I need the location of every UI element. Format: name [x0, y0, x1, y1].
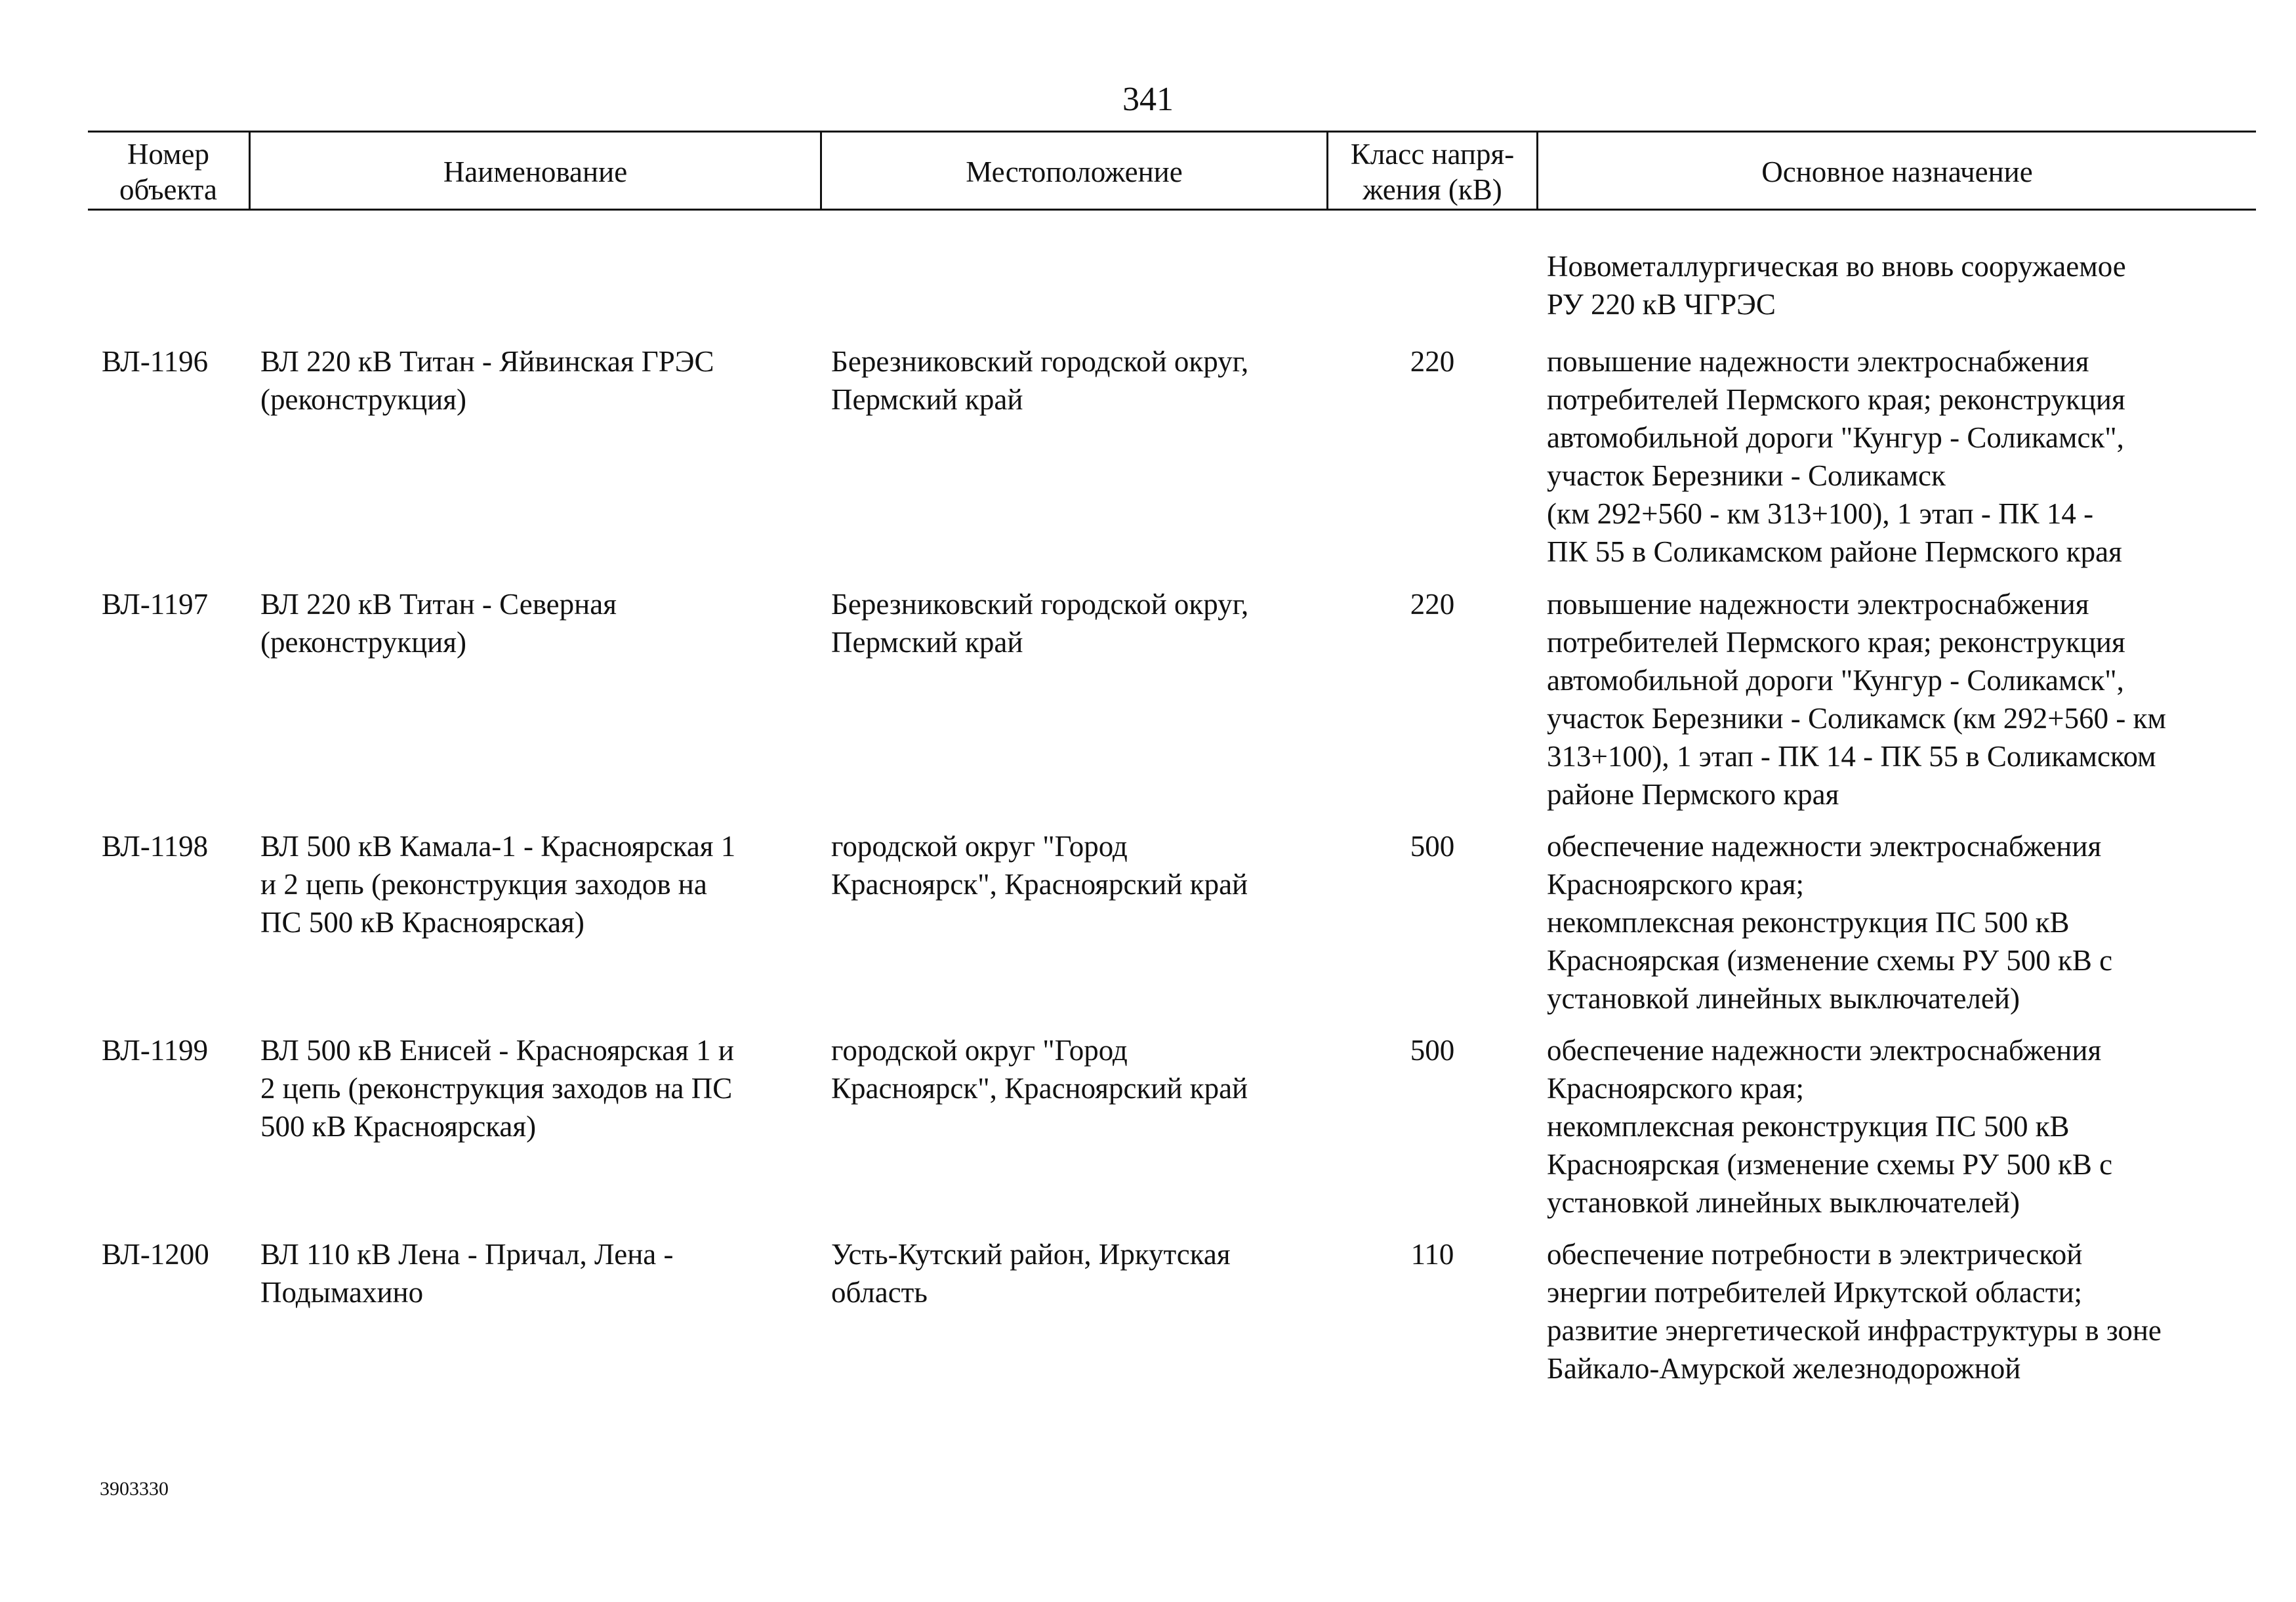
header-name: Наименование: [443, 155, 628, 188]
object-purpose: обеспечение надежности электроснабжения Красноярского края; некомплексная реконструкция ПС 500 кВ Красноярская (изменение схемы РУ 500 кВ с установкой линейных выключателей): [1547, 1034, 2113, 1219]
voltage-class: 220: [1410, 588, 1455, 621]
object-name: ВЛ 220 кВ Титан - Северная (реконструкция): [260, 588, 617, 659]
object-number: ВЛ-1197: [102, 588, 209, 621]
page-number: 341: [1122, 81, 1174, 118]
object-name: ВЛ 220 кВ Титан - Яйвинская ГРЭС (реконструкция): [260, 345, 714, 416]
header-voltage-class: Класс напря- жения (кВ): [1350, 137, 1515, 206]
object-name: ВЛ 500 кВ Камала-1 - Красноярская 1 и 2 цепь (реконструкция заходов на ПС 500 кВ Красноярская): [260, 830, 736, 939]
object-location: городской округ "Город Красноярск", Красноярский край: [831, 1034, 1248, 1105]
object-location: Березниковский городской округ, Пермский край: [831, 588, 1249, 659]
object-purpose: повышение надежности электроснабжения потребителей Пермского края; реконструкция автомобильной дороги "Кунгур - Соликамск", участок Березники - Соликамск (км 292+560 - км 313+100), 1 этап - ПК 14 - ПК 55 в Соликамском районе Пермского края: [1547, 588, 2166, 811]
header-object-number: Номер объекта: [119, 137, 217, 206]
continuation-purpose: Новометаллургическая во вновь сооружаемое РУ 220 кВ ЧГРЭС: [1547, 250, 2126, 321]
object-purpose: обеспечение потребности в электрической энергии потребителей Иркутской области; развитие энергетической инфраструктуры в зоне Байкало-Амурской железнодорожной: [1547, 1238, 2162, 1385]
object-purpose: обеспечение надежности электроснабжения Красноярского края; некомплексная реконструкция ПС 500 кВ Красноярская (изменение схемы РУ 500 кВ с установкой линейных выключателей): [1547, 830, 2113, 1015]
voltage-class: 110: [1410, 1238, 1454, 1271]
object-number: ВЛ-1196: [102, 345, 209, 378]
voltage-class: 500: [1410, 1034, 1455, 1067]
document-code: 3903330: [100, 1478, 169, 1500]
object-location: Березниковский городской округ, Пермский край: [831, 345, 1249, 416]
header-purpose: Основное назначение: [1761, 155, 2033, 188]
object-name: ВЛ 110 кВ Лена - Причал, Лена - Подымахино: [260, 1238, 674, 1309]
object-number: ВЛ-1198: [102, 830, 209, 863]
object-location: городской округ "Город Красноярск", Красноярский край: [831, 830, 1248, 901]
voltage-class: 220: [1410, 345, 1455, 378]
object-name: ВЛ 500 кВ Енисей - Красноярская 1 и 2 цепь (реконструкция заходов на ПС 500 кВ Красноярская): [260, 1034, 734, 1143]
object-purpose: повышение надежности электроснабжения потребителей Пермского края; реконструкция автомобильной дороги "Кунгур - Соликамск", участок Березники - Соликамск (км 292+560 - км 313+100), 1 этап - ПК 14 - ПК 55 в Соликамском районе Пермского края: [1547, 345, 2125, 568]
object-number: ВЛ-1200: [102, 1238, 209, 1271]
object-number: ВЛ-1199: [102, 1034, 209, 1067]
header-location: Местоположение: [966, 155, 1183, 188]
voltage-class: 500: [1410, 830, 1455, 863]
object-location: Усть-Кутский район, Иркутская область: [831, 1238, 1231, 1309]
